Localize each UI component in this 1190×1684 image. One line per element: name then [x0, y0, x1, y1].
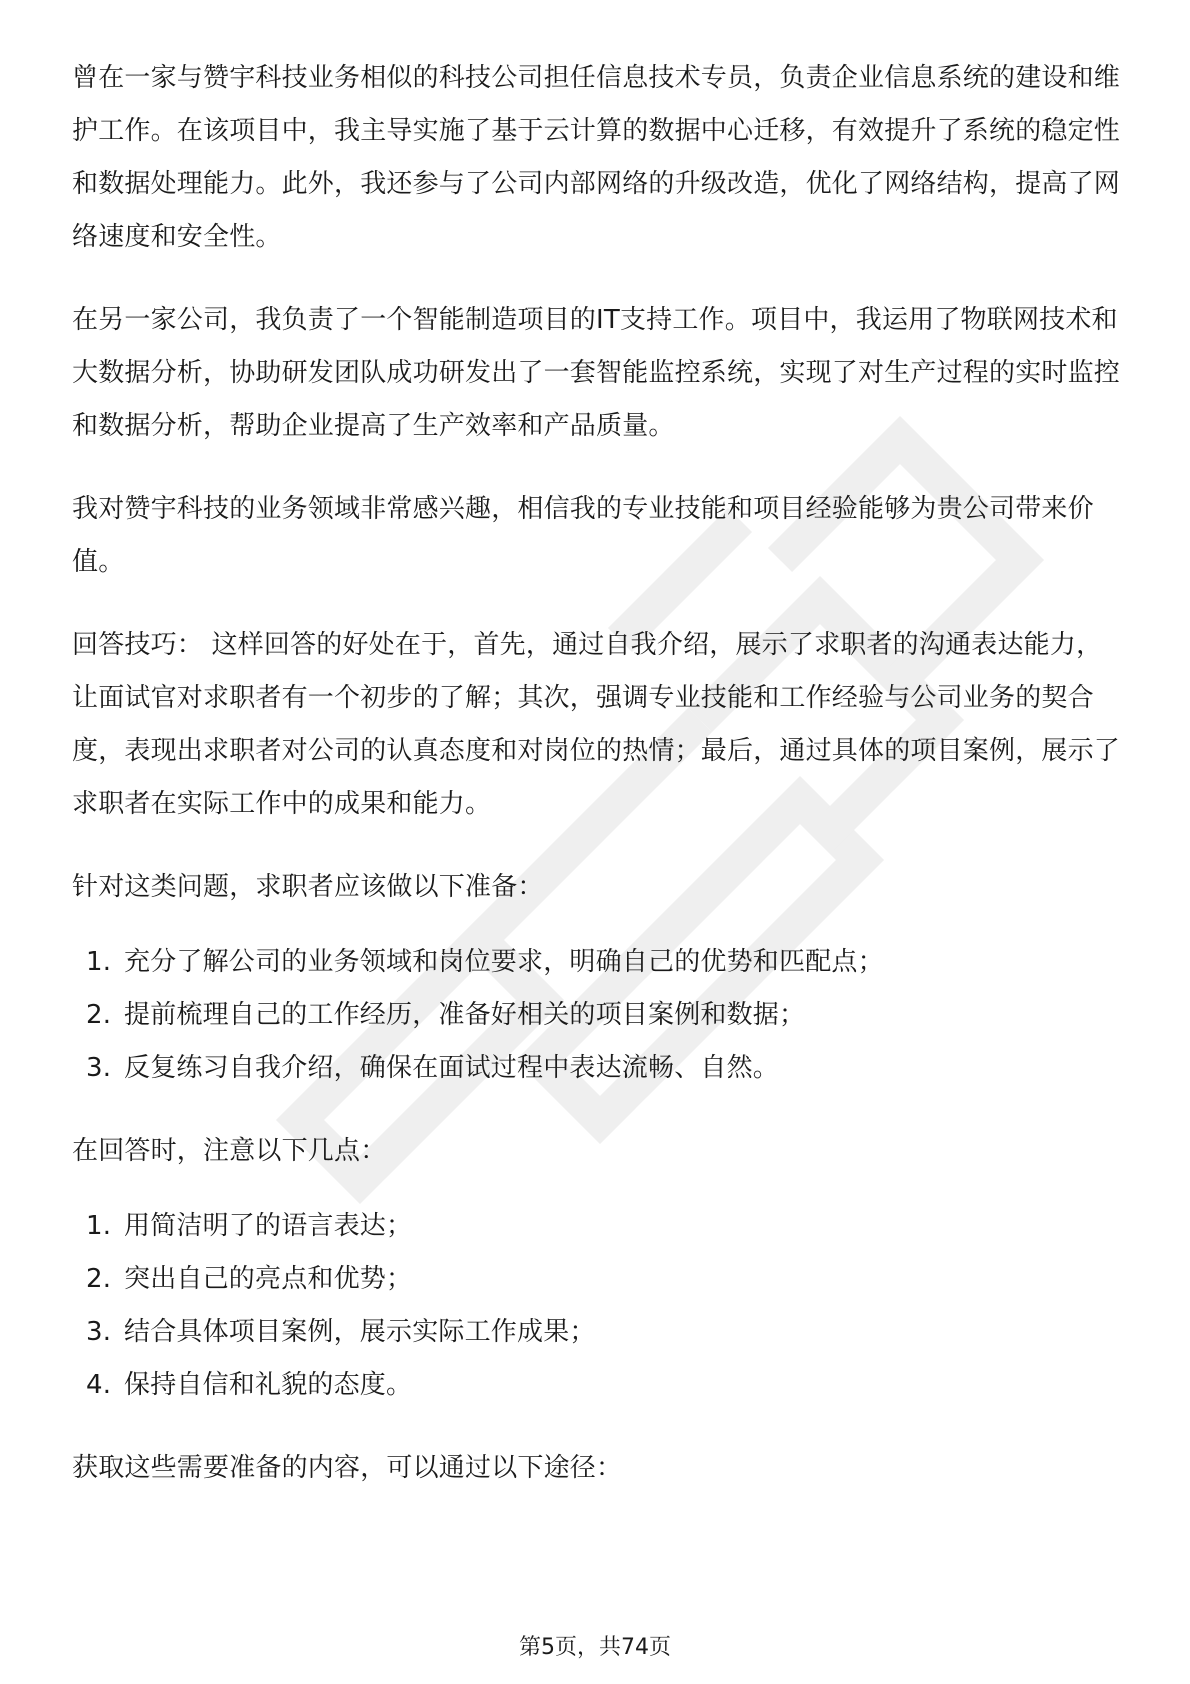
paragraph-experience-1: 曾在一家与赞宇科技业务相似的科技公司担任信息技术专员，负责企业信息系统的建设和维护工作。在该项目中，我主导实施了基于云计算的数据中心迁移，有效提升了系统的稳定性和数据处理能力。此外，我还参与了公司内部网络的升级改造，优化了网络结构，提高了网络速度和安全性。: [72, 63, 1121, 252]
list-item: 2. 突出自己的亮点和优势；: [86, 1264, 413, 1294]
paragraph-experience-2: 在另一家公司，我负责了一个智能制造项目的IT支持工作。项目中，我运用了物联网技术和大数据分析，协助研发团队成功研发出了一套智能监控系统，实现了对生产过程的实时监控和数据分析，帮助企业提高了生产效率和产品质量。: [72, 305, 1121, 441]
paragraph-answer-intro: 在回答时，注意以下几点：: [72, 1136, 387, 1166]
paragraph-prep-intro: 针对这类问题，求职者应该做以下准备：: [72, 872, 544, 902]
paragraph-closing: 获取这些需要准备的内容，可以通过以下途径：: [72, 1453, 623, 1483]
list-item: 4. 保持自信和礼貌的态度。: [86, 1370, 413, 1400]
list-item: 3. 结合具体项目案例，展示实际工作成果；: [86, 1317, 596, 1347]
list-item: 3. 反复练习自我介绍，确保在面试过程中表达流畅、自然。: [86, 1053, 780, 1083]
page-number: 第5页，共74页: [519, 1635, 671, 1660]
list-item: 1. 充分了解公司的业务领域和岗位要求，明确自己的优势和匹配点；: [86, 947, 884, 977]
list-item: 1. 用简洁明了的语言表达；: [86, 1211, 413, 1241]
document-body: [72, 52, 1122, 1525]
answer-list: [72, 1200, 1122, 1412]
list-item: 2. 提前梳理自己的工作经历，准备好相关的项目案例和数据；: [86, 1000, 806, 1030]
paragraph-interest: 我对赞宇科技的业务领域非常感兴趣，相信我的专业技能和项目经验能够为贵公司带来价值。: [72, 494, 1094, 577]
prep-list: [72, 936, 1122, 1095]
paragraph-answer-tips: 回答技巧： 这样回答的好处在于，首先，通过自我介绍，展示了求职者的沟通表达能力，让面试官对求职者有一个初步的了解；其次，强调专业技能和工作经验与公司业务的契合度，表现出求职者对公司的认真态度和对岗位的热情；最后，通过具体的项目案例，展示了求职者在实际工作中的成果和能力。: [72, 630, 1121, 819]
